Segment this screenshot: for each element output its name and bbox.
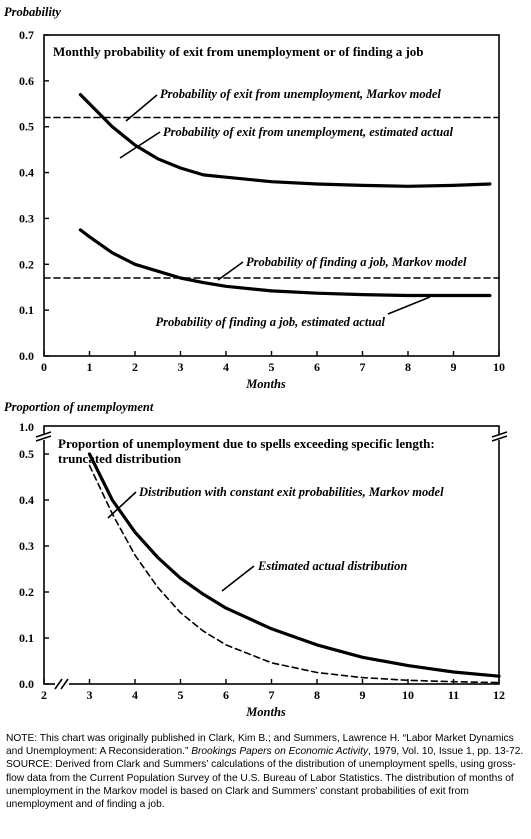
bottom-y-tick-label: 0.4 <box>19 493 34 507</box>
bottom-y-tick-label: 0.1 <box>19 631 34 645</box>
top-chart <box>4 5 505 391</box>
top-leader-1 <box>126 95 157 121</box>
note-text <box>6 732 526 758</box>
bottom-x-tick-label: 10 <box>402 688 414 702</box>
top-x-axis-label: Months <box>246 377 286 391</box>
note-suffix: , 1979, Vol. 10, Issue 1, pp. 13-72. <box>368 746 524 758</box>
top-y-tick-label: 0.4 <box>19 165 34 180</box>
top-y-tick-label: 0.3 <box>19 211 34 226</box>
note-prefix: NOTE: This chart was originally published in Clark, Kim B.; and Summers, Lawrence H. “Labor Market Dynamics and Unemployment: A Reconsideration.” <box>6 733 514 758</box>
bottom-x-tick-label: 11 <box>447 688 460 702</box>
bottom-leader-2 <box>222 566 254 591</box>
top-x-tick-label: 2 <box>132 360 138 374</box>
bottom-y-tick-label: 0.2 <box>19 585 34 599</box>
bottom-y-tick-label: 0.0 <box>19 677 34 691</box>
top-plot-frame <box>44 35 499 356</box>
top-leader-4 <box>388 297 430 314</box>
top-y-tick-label: 0.1 <box>19 303 34 318</box>
bottom-annotation-actual: Estimated actual distribution <box>258 559 408 573</box>
top-y-axis-label: Probability <box>4 5 61 19</box>
top-x-tick-label: 5 <box>268 360 275 374</box>
bottom-y-tick-label: 0.3 <box>19 539 34 553</box>
bottom-x-tick-label: 8 <box>314 688 320 702</box>
y-tick-break-label: 1.0 <box>19 420 34 434</box>
top-x-tick-label: 8 <box>405 360 411 374</box>
top-x-tick-label: 4 <box>223 360 229 374</box>
top-y-tick-label: 0.6 <box>19 73 34 88</box>
top-annotation-job-markov: Probability of finding a job, Markov model <box>246 255 467 269</box>
top-x-tick-label: 0 <box>41 360 47 374</box>
top-annotation-exit-actual: Probability of exit from unemployment, estimated actual <box>163 125 453 139</box>
bottom-annotation-markov: Distribution with constant exit probabilities, Markov model <box>139 485 444 499</box>
bottom-chart <box>4 400 507 719</box>
top-y-tick-label: 0.0 <box>19 349 34 363</box>
bottom-x-axis-label: Months <box>246 705 286 719</box>
bottom-x-tick-label: 6 <box>223 688 229 702</box>
bottom-chart-title-line-2: truncated distribution <box>58 451 182 466</box>
top-x-tick-label: 1 <box>86 360 93 374</box>
top-annotation-exit-markov: Probability of exit from unemployment, Markov model <box>160 87 441 101</box>
top-y-tick-label: 0.7 <box>19 28 34 42</box>
source-text: SOURCE: Derived from Clark and Summers’ calculations of the distribution of unemployment spells, using gross-flow data from the Current Population Survey of the U.S. Bureau of Labor Statistics. The distribution of months of unemployment in the Markov model is based on Clark and Summers’ constant probabilities of exit from unemployment and of finding a job. <box>6 759 516 811</box>
bottom-chart-title-line-1: Proportion of unemployment due to spells exceeding specific length: <box>58 436 435 451</box>
top-x-tick-label: 10 <box>493 360 505 374</box>
note-journal: Brookings Papers on Economic Activity <box>191 746 369 758</box>
bottom-y-axis-label: Proportion of unemployment <box>4 400 154 414</box>
bottom-x-tick-label: 5 <box>177 688 184 702</box>
top-x-tick-label: 6 <box>314 360 320 374</box>
top-y-tick-label: 0.5 <box>19 119 34 134</box>
top-x-tick-label: 7 <box>359 360 366 374</box>
bottom-x-tick-label: 12 <box>493 688 505 702</box>
top-annotation-job-actual: Probability of finding a job, estimated actual <box>155 315 385 329</box>
bottom-y-tick-label: 0.5 <box>19 447 34 461</box>
bottom-x-tick-label: 3 <box>86 688 93 702</box>
bottom-x-tick-label: 2 <box>41 688 47 702</box>
notes <box>6 732 526 811</box>
bottom-x-tick-label: 9 <box>359 688 366 702</box>
bottom-x-tick-label: 7 <box>268 688 275 702</box>
bottom-x-tick-label: 4 <box>132 688 138 702</box>
top-y-tick-label: 0.2 <box>19 257 34 272</box>
top-x-tick-label: 3 <box>177 360 184 374</box>
top-x-tick-label: 9 <box>450 360 457 374</box>
top-chart-title: Monthly probability of exit from unemployment or of finding a job <box>53 44 424 59</box>
